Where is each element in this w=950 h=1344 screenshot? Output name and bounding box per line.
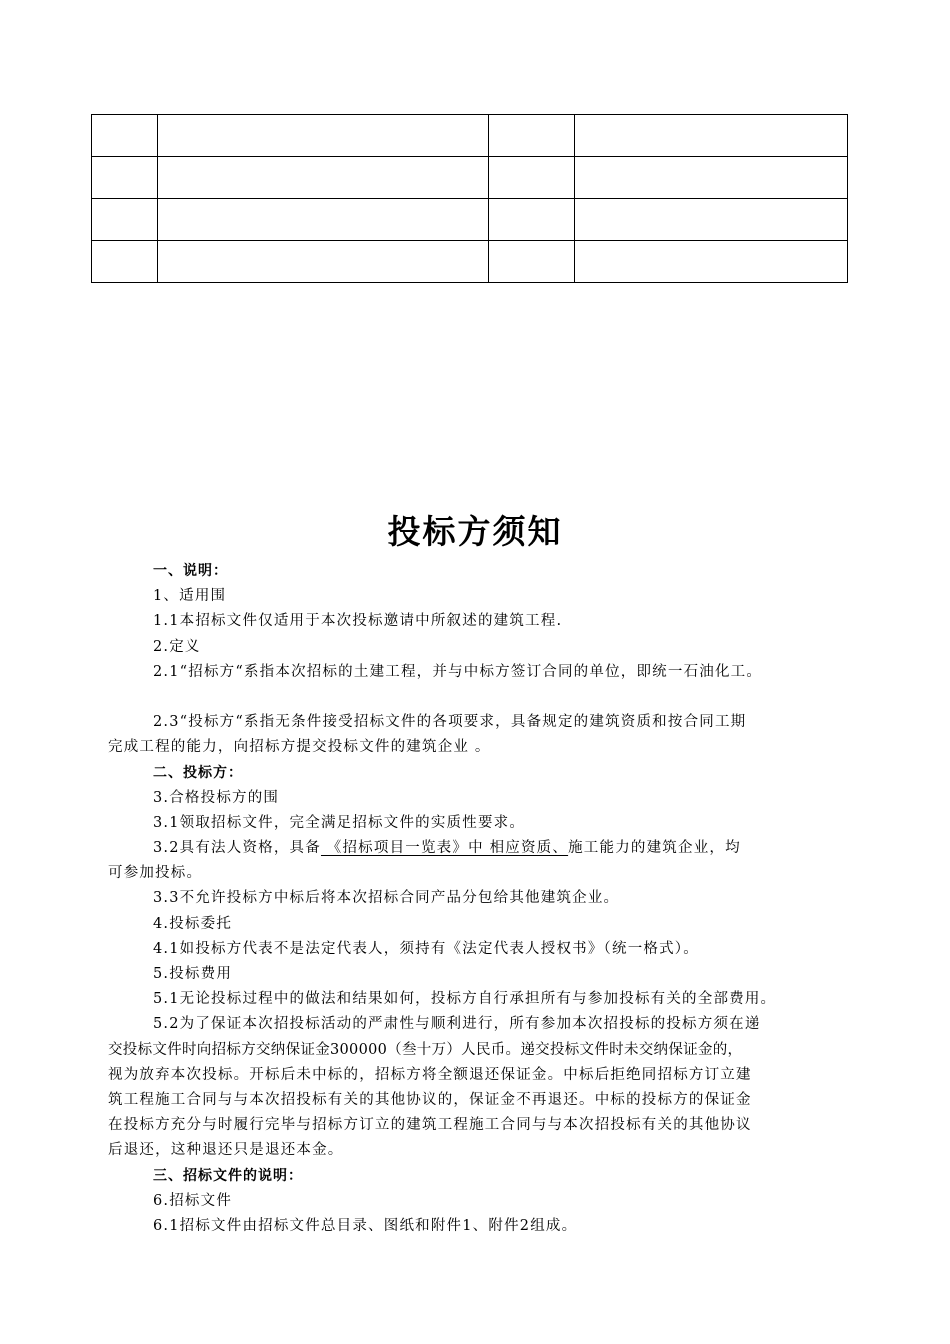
table-cell (489, 241, 575, 283)
paragraph-line: 5.投标费用 (153, 966, 233, 982)
paragraph-line: 可参加投标。 (108, 865, 203, 882)
table-cell (158, 115, 489, 157)
table-cell (575, 115, 848, 157)
table-row (92, 241, 848, 283)
paragraph-line: 6.1招标文件由招标文件总目录、图纸和附件1、附件2组成。 (153, 1217, 578, 1234)
paragraph-line: 在投标方充分与时履行完毕与招标方订立的建筑工程施工合同与与本次招投标有关的其他协议 (108, 1117, 752, 1134)
paragraph-line: 交投标文件时向招标方交纳保证金300000（叁十万）人民币。递交投标文件时未交纳保证金的， (108, 1041, 743, 1058)
underlined-text: 《招标项目一览表》中 相应资质、 (320, 840, 569, 857)
paragraph-line: 6.招标文件 (153, 1192, 233, 1209)
table-cell (489, 199, 575, 241)
paragraph-line: 视为放弃本次投标。开标后未中标的，招标方将全额退还保证金。中标后拒绝同招标方订立建 (108, 1066, 752, 1083)
paragraph-line: 4.投标委托 (153, 915, 233, 932)
paragraph-line: 3.合格投标方的围 (153, 789, 280, 806)
table-cell (575, 157, 848, 199)
table-cell (158, 241, 489, 283)
paragraph-line: 3.1领取招标文件，完全满足招标文件的实质性要求。 (153, 814, 526, 831)
paragraph-line: 后退还，这种退还只是退还本金。 (108, 1142, 344, 1159)
table-cell (575, 199, 848, 241)
table-cell (489, 157, 575, 199)
paragraph-line: 筑工程施工合同与与本次招投标有关的其他协议的，保证金不再退还。中标的投标方的保证金 (108, 1091, 752, 1108)
page-title: 投标方须知 (387, 512, 563, 551)
table-cell (92, 199, 158, 241)
table-cell (92, 115, 158, 157)
table-cell (158, 199, 489, 241)
table-cell (92, 157, 158, 199)
paragraph-line: 2.1“招标方“系指本次招标的土建工程，并与中标方签订合同的单位，即统一石油化工。 (153, 663, 763, 680)
text-run: 施工能力的建筑企业，均 (568, 840, 741, 857)
section-heading-tender-docs: 三、招标文件的说明： (153, 1167, 303, 1184)
paragraph-line: 1、适用围 (153, 588, 227, 605)
section-heading-bidder: 二、投标方： (153, 764, 243, 781)
paragraph-line: 5.1无论投标过程中的做法和结果如何，投标方自行承担所有与参加投标有关的全部费用。 (153, 991, 777, 1008)
table-cell (92, 241, 158, 283)
document-body (110, 559, 850, 1239)
paragraph-line: 4.1如投标方代表不是法定代表人，须持有《法定代表人授权书》（统一格式）。 (153, 940, 699, 957)
paragraph-line: 1.1本招标文件仅适用于本次投标邀请中所叙述的建筑工程. (153, 613, 563, 630)
paragraph-line: 完成工程的能力，向招标方提交投标文件的建筑企业 。 (108, 739, 491, 756)
paragraph-line: 3.3不允许投标方中标后将本次招标合同产品分包给其他建筑企业。 (153, 890, 620, 907)
paragraph-line: 5.2为了保证本次招投标活动的严肃性与顺利进行，所有参加本次招投标的投标方须在递 (153, 1016, 761, 1033)
paragraph-line: 2.定义 (153, 638, 201, 655)
table-row (92, 199, 848, 241)
paragraph-line (110, 836, 850, 861)
table-row (92, 157, 848, 199)
blank-line (110, 685, 850, 710)
table-cell (489, 115, 575, 157)
paragraph-line: 2.3“投标方“系指无条件接受招标文件的各项要求，具备规定的建筑资质和按合同工期 (153, 714, 747, 731)
table-cell (575, 241, 848, 283)
table-row (92, 115, 848, 157)
blank-form-table (91, 114, 848, 283)
section-heading-explanation: 一、说明： (153, 563, 228, 579)
table-cell (158, 157, 489, 199)
text-run: 3.2具有法人资格，具备 (153, 840, 321, 857)
